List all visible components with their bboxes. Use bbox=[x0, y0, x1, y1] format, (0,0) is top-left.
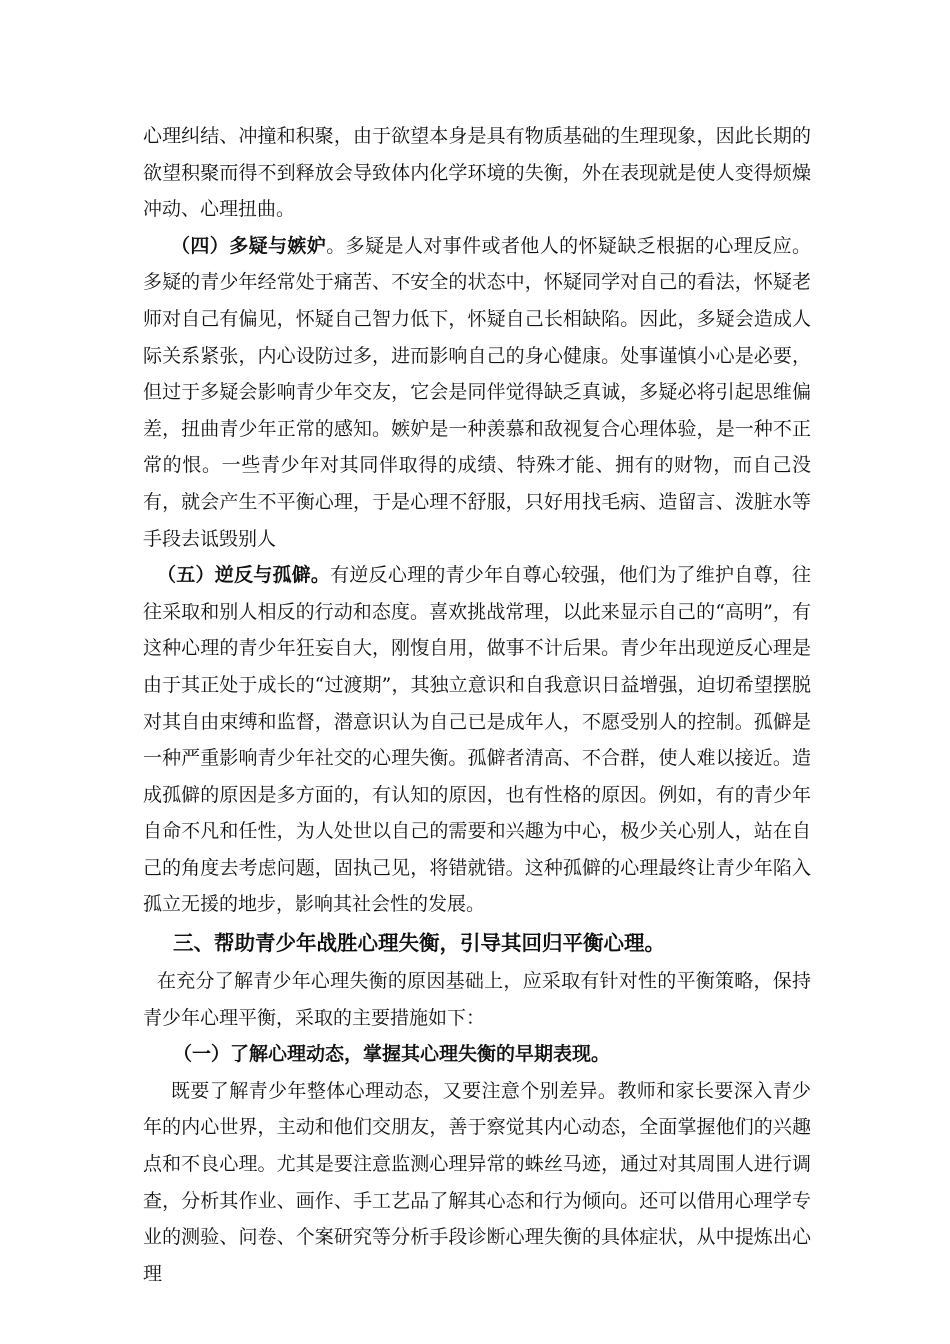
paragraph-suspicion-jealousy bbox=[143, 228, 811, 557]
section-title-three: 三、帮助青少年战胜心理失衡，引导其回归平衡心理。 bbox=[173, 931, 665, 956]
paragraph-suspicion-jealousy-body: 。多疑是人对事件或者他人的怀疑缺乏根据的心理反应。多疑的青少年经常处于痛苦、不安全的状态中，怀疑同学对自己的看法，怀疑老师对自己有偏见，怀疑自己智力低下，怀疑自己长相缺陷。因此，多疑会造成人际关系紧张，内心设防过多，进而影响自己的身心健康。处事谨慎小心是必要，但过于多疑会影响青少年交友，它会是同伴觉得缺乏真诚，多疑必将引起思维偏差，扭曲青少年正常的感知。嫉妒是一种羡慕和敌视复合心理体验，是一种不正常的恨。一些青少年对其同伴取得的成绩、特殊才能、拥有的财物，而自己没有，就会产生不平衡心理，于是心理不舒服，只好用找毛病、造留言、泼脏水等手段去诋毁别人 bbox=[143, 234, 811, 550]
subheading-rebellion-solitude: （五）逆反与孤僻。 bbox=[157, 564, 331, 587]
paragraph-intro-measures: 在充分了解青少年心理失衡的原因基础上，应采取有针对性的平衡策略，保持青少年心理平衡，采取的主要措施如下： bbox=[143, 970, 811, 1029]
paragraph-rebellion-solitude-body: 有逆反心理的青少年自尊心较强，他们为了维护自尊，往往采取和别人相反的行动和态度。喜欢挑战常理，以此来显示自己的“高明”，有这种心理的青少年狂妄自大，刚愎自用，做事不计后果。青少年出现逆反心理是由于其正处于成长的“过渡期”，其独立意识和自我意识日益增强，迫切希望摆脱对其自由束缚和监督，潜意识认为自己已是成年人，不愿受别人的控制。孤僻是一种严重影响青少年社交的心理失衡。孤僻者清高、不合群，使人难以接近。造成孤僻的原因是多方面的，有认知的原因，也有性格的原因。例如，有的青少年自命不凡和任性，为人处世以自己的需要和兴趣为中心，极少关心别人，站在自己的角度去考虑问题，固执己见，将错就错。这种孤僻的心理最终让青少年陷入孤立无援的地步，影响其社会性的发展。 bbox=[143, 564, 811, 916]
paragraph-rebellion-solitude bbox=[143, 557, 811, 923]
subheading-suspicion-jealousy: （四）多疑与嫉妒 bbox=[171, 234, 327, 257]
paragraph-understand-dynamics: 既要了解青少年整体心理动态，又要注意个别差异。教师和家长要深入青少年的内心世界，主动和他们交朋友，善于察觉其内心动态，全面掌握他们的兴趣点和不良心理。尤其是要注意监测心理异常的蛛丝马迹，通过对其周围人进行调查，分析其作业、画作、手工艺品了解其心态和行为倾向。还可以借用心理学专业的测验、问卷、个案研究等分析手段诊断心理失衡的具体症状，从中提炼出心理 bbox=[143, 1079, 811, 1285]
subtitle-understand-dynamics: （一）了解心理动态，掌握其心理失衡的早期表现。 bbox=[173, 1043, 611, 1066]
document-body bbox=[143, 118, 811, 1292]
paragraph-continuation: 心理纠结、冲撞和积聚，由于欲望本身是具有物质基础的生理现象，因此长期的欲望积聚而得不到释放会导致体内化学环境的失衡，外在表现就是使人变得烦燥冲动、心理扭曲。 bbox=[143, 125, 811, 221]
